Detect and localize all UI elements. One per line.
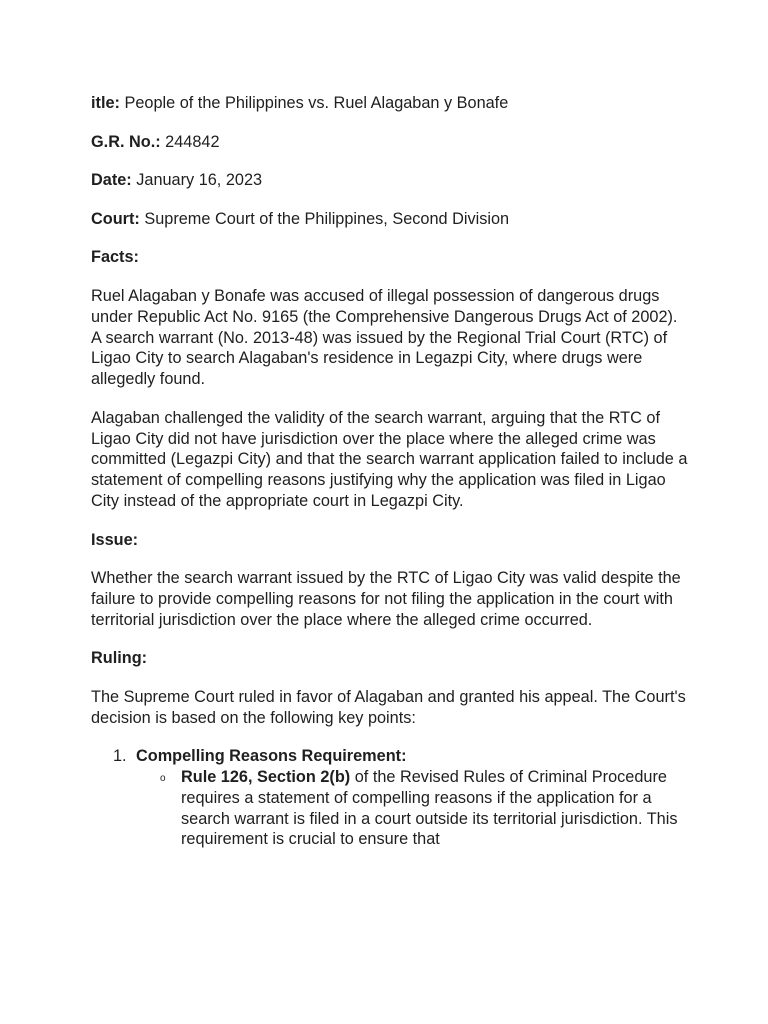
hollow-bullet-icon: o [160, 773, 166, 785]
gr-no-value: 244842 [165, 132, 220, 151]
court-field [91, 209, 691, 230]
facts-paragraph-1: Ruel Alagaban y Bonafe was accused of illegal possession of dangerous drugs under Republic Act No. 9165 (the Comprehensive Dangerous Drugs Act of 2002). A search warrant (No. 2013-48) was issued by the Regional Trial Court (RTC) of Ligao City to search Alagaban's residence in Legazpi City, where drugs were allegedly found. [91, 286, 678, 389]
gr-no-field [91, 132, 691, 153]
issue-paragraph: Whether the search warrant issued by the RTC of Ligao City was valid despite the failure to provide compelling reasons for not filing the application in the court with territorial jurisdiction over the place where the alleged crime occurred. [91, 569, 681, 629]
date-value: January 16, 2023 [136, 171, 263, 190]
ruling-points-list [91, 746, 691, 850]
facts-heading: Facts: [91, 248, 139, 267]
list-item [91, 746, 691, 850]
date-label: Date: [91, 171, 132, 190]
court-label: Court: [91, 209, 140, 228]
case-digest-page [91, 93, 691, 850]
gr-no-label: G.R. No.: [91, 132, 161, 151]
facts-paragraph-2: Alagaban challenged the validity of the search warrant, arguing that the RTC of Ligao City did not have jurisdiction over the place where the alleged crime was committed (Legazpi City) and that the search warrant application failed to include a statement of compelling reasons justifying why the application was filed in Ligao City instead of the appropriate court in Legazpi City. [91, 408, 688, 510]
list-item-number: 1. [113, 747, 127, 766]
list-item-title: Compelling Reasons Requirement: [136, 747, 407, 766]
title-value: People of the Philippines vs. Ruel Alagaban y Bonafe [124, 94, 509, 112]
sub-list-item [136, 767, 691, 850]
issue-heading: Issue: [91, 530, 139, 549]
ruling-heading: Ruling: [91, 649, 148, 668]
title-label: itle: [91, 94, 120, 112]
title-field [91, 93, 691, 114]
date-field [91, 170, 691, 191]
ruling-paragraph: The Supreme Court ruled in favor of Alagaban and granted his appeal. The Court's decision is based on the following key points: [91, 687, 686, 727]
sub-item-bold: Rule 126, Section 2(b) [181, 768, 351, 787]
sub-item-text: of the Revised Rules of Criminal Procedure requires a statement of compelling reasons if the application for a search warrant is filed in a court outside its territorial jurisdiction. This requirement is crucial to ensure that [181, 768, 678, 849]
sub-bullet-list [136, 767, 691, 850]
court-value: Supreme Court of the Philippines, Second Division [144, 209, 510, 228]
